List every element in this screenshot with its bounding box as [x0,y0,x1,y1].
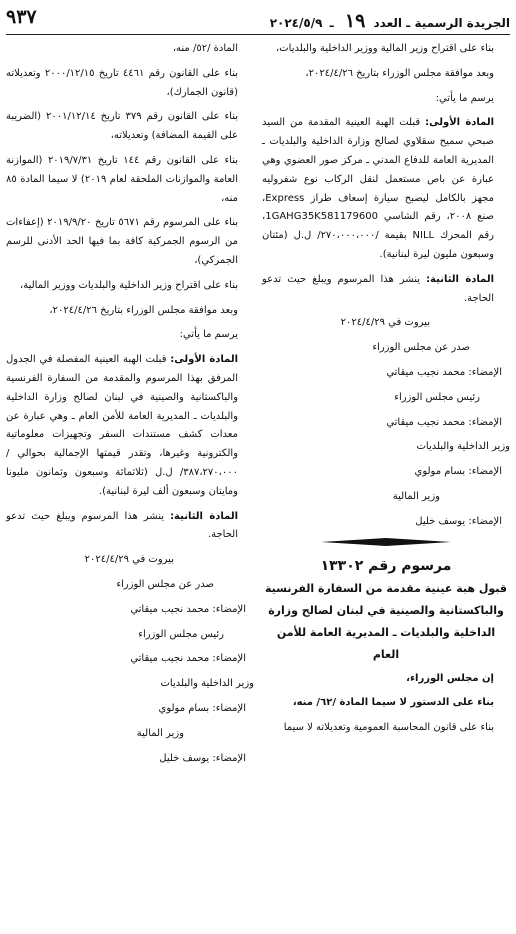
paragraph: بناء على المرسوم رقم ٥٦٧١ تاريخ ٢٠١٩/٩/٢٠ (إعفاءات من الرسوم الجمركية كافة بما فيها الحد الأدنى للرسم الجمركي)، [6,217,238,266]
issue-date: ٢٠٢٤/٥/٩ [269,16,323,30]
gazette-name: الجريدة الرسمية ـ العدد [373,16,510,30]
place-date: بيروت في ٢٠٢٤/٤/٢٩ [84,554,174,566]
signature: الإمضاء: بسام مولوي [158,702,246,714]
article-text: ينشر هذا المرسوم ويبلغ حيث تدعو الحاجة. [6,510,238,541]
signature: الإمضاء: محمد نجيب ميقاتي [130,653,246,665]
paragraph: وبعد موافقة مجلس الوزراء بتاريخ ٢٠٢٤/٤/٢٦، [305,67,494,79]
role-title: رئيس مجلس الوزراء [138,628,224,640]
paragraph: بناء على القانون رقم ٤٤٦١ تاريخ ٢٠٠٠/١٢/١٥ وتعديلاته (قانون الجمارك)، [6,67,238,98]
article-label: المادة الثانية: [426,273,494,285]
role-title: وزير المالية [136,727,184,739]
role-title: رئيس مجلس الوزراء [394,391,480,403]
signature: الإمضاء: يوسف خليل [159,752,246,764]
article-label: المادة الأولى: [425,117,494,129]
article-label: المادة الأولى: [170,354,239,366]
paragraph: بناء على القانون رقم ٣٧٩ تاريخ ٢٠٠١/١٢/١٤ (الضريبة على القيمة المضافة) وتعديلاته، [6,111,238,142]
right-column [262,40,510,744]
page-header [6,4,510,35]
article-text: قبلت الهبة العينية المقدمة من السيد صبحي سميح سقلاوي لصالح وزارة الداخلية والبلديات ـ المديرية العامة للدفاع المدني ـ مركز صور العضوي وهي عبارة عن باص مستعمل لنقل الركاب نوع شفروليه مجهز بالكامل ليصبح سيارة إسعاف طراز Express، صنع ٢٠٠٨، رقم الشاسي 1GAHG35K581179600، رقم المحرك NILL بقيمة /٢٧٠،٠٠٠،٠٠٠/ ل.ل (مئتان وسبعون مليون ليرة لبنانية). [262,117,494,260]
signature: الإمضاء: بسام مولوي [414,466,502,478]
decree-subject: قبول هبة عينية مقدمة من السفارة الفرنسية والباكستانية والصينية في لبنان لصالح وزارة الداخلية والبلديات ـ المديرية العامة للأمن العام [265,581,507,661]
issue-number: ١٩ [344,10,366,32]
article-text: قبلت الهبة العينية المفصلة في الجدول المرفق بهذا المرسوم والمقدمة من السفارة الفرنسية والباكستانية والصينية في لبنان لصالح وزارة الداخلية والبلديات ـ المديرية العامة للأمن العام ـ وهي عبارة عن معدات كشف مستندات السفر وتجهيزات معلوماتية والكترونية وغيرها، وتقدر قيمتها الإجمالية بحوالي /٣٨٧،٢٧٠،٠٠٠/ ل.ل (ثلاثمائة وسبعون وثمانون مليونا ومايتان وسبعون ألف ليرة لبنانية). [6,354,238,497]
paragraph: بناء على القانون رقم ١٤٤ تاريخ ٢٠١٩/٧/٣١ (الموازنة العامة والموازنات الملحقة لعام ٢٠١٩) لا سيما المادة ٨٥ منه، [6,154,239,204]
issued-by: صدر عن مجلس الوزراء [372,342,470,354]
decree-title: مرسوم رقم ١٣٣٠٢ [320,557,452,574]
role-title: وزير المالية [392,490,440,502]
article-text: ينشر هذا المرسوم ويبلغ حيث تدعو الحاجة. [262,273,494,304]
article-1 [262,114,510,264]
paragraph: يرسم ما يأتي: [435,92,494,104]
paragraph: يرسم ما يأتي: [179,329,238,341]
paragraph: بناء على الدستور لا سيما المادة /٦٢/ منه، [292,697,494,709]
article-2 [6,508,254,546]
left-column [6,40,254,774]
signature: الإمضاء: محمد نجيب ميقاتي [386,366,502,378]
role-title: وزير الداخلية والبلديات [160,678,254,690]
gazette-title: الجريدة الرسمية ـ العدد ١٩ ـ ٢٠٢٤/٥/٩ [269,10,510,32]
signature: الإمضاء: محمد نجيب ميقاتي [130,603,246,615]
signature: الإمضاء: محمد نجيب ميقاتي [386,416,502,428]
place-date: بيروت في ٢٠٢٤/٤/٢٩ [340,317,430,329]
role-title: وزير الداخلية والبلديات [416,441,510,453]
issued-by: صدر عن مجلس الوزراء [116,578,214,590]
signature: الإمضاء: يوسف خليل [415,515,502,527]
paragraph: المادة /٥٢/ منه، [172,43,238,54]
paragraph: بناء على اقتراح وزير المالية ووزير الداخلية والبلديات، [276,43,494,54]
paragraph: وبعد موافقة مجلس الوزراء بتاريخ ٢٠٢٤/٤/٢٦، [49,304,238,316]
paragraph: بناء على اقتراح وزير الداخلية والبلديات ووزير المالية، [20,279,238,291]
article-1 [6,351,254,501]
paragraph: بناء على قانون المحاسبة العمومية وتعديلاته لا سيما [283,722,494,734]
paragraph: إن مجلس الوزراء، [406,672,494,684]
article-2 [262,271,510,309]
page-number: ٩٣٧ [6,6,37,28]
section-divider [321,538,451,546]
article-label: المادة الثانية: [170,510,238,522]
